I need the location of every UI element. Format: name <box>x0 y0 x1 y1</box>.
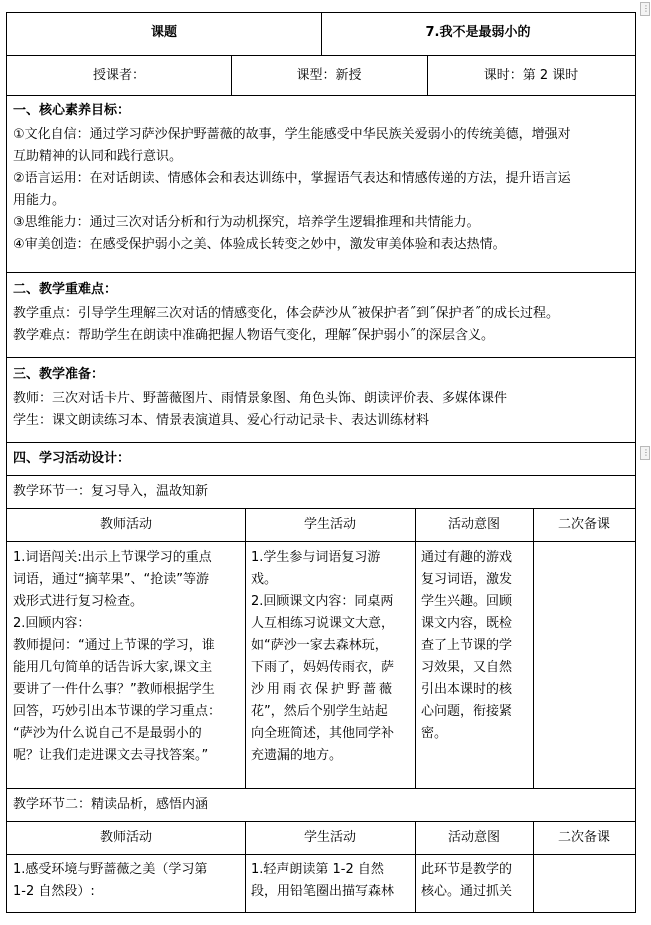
s1-intent-line: 通过有趣的游戏 <box>421 550 513 565</box>
goal-line: ④审美创造：在感受保护弱小之美、体验成长转变之妙中，激发审美体验和表达热情。 <box>13 237 506 252</box>
s1-teacher-line: 词语，通过“摘苹果”、“抢读”等游 <box>13 572 209 587</box>
s1-teacher-line: 教师提问：“通过上节课的学习，谁 <box>13 638 215 653</box>
lesson-type: 课型：新授 <box>296 68 362 83</box>
prep-line: 教师：三次对话卡片、野蔷薇图片、雨情景象图、角色头饰、朗读评价表、多媒体课件 <box>13 391 508 406</box>
col-student-activity: 学生活动 <box>303 517 356 532</box>
col-second-prep: 二次备课 <box>557 830 610 845</box>
goals-section <box>6 95 636 273</box>
goals-body <box>7 124 635 256</box>
s1-intent-line: 课文内容，既检 <box>421 616 513 631</box>
s1-intent-line: 密。 <box>421 726 448 741</box>
col-activity-intent: 活动意图 <box>447 517 500 532</box>
goal-line: 互助精神的认同和践行意识。 <box>13 149 183 164</box>
goal-line: ②语言运用：在对话朗读、情感体会和表达训练中，掌握语气表达和情感传递的方法，提升语言运 <box>13 171 571 186</box>
s1-teacher-line: 要讲了一件什么事？”教师根据学生 <box>13 682 215 697</box>
section2-title: 教学环节二：精读品析，感悟内涵 <box>13 797 209 812</box>
col-activity-intent: 活动意图 <box>447 830 500 845</box>
s1-intent-line: 查了上节课的学 <box>421 638 513 653</box>
s1-teacher-line: 能用几句简单的话告诉大家,课文主 <box>13 660 213 675</box>
s1-student-line: 下雨了，妈妈传雨衣，萨 <box>251 660 395 675</box>
s1-student-line: 沙用雨衣保护野蔷薇 <box>251 682 396 697</box>
s2-intent-line: 此环节是教学的 <box>421 862 513 877</box>
section2-table <box>6 821 636 913</box>
topic-value: 7.我不是最弱小的 <box>425 25 531 40</box>
s1-intent-line: 复习词语，激发 <box>421 572 513 587</box>
activities-heading-row <box>6 442 636 476</box>
prep-line: 学生：课文朗读练习本、情景表演道具、爱心行动记录卡、表达训练材料 <box>13 413 430 428</box>
key-points-body <box>7 303 635 347</box>
teacher-label: 授课者： <box>92 68 145 83</box>
s1-teacher-line: 2.回顾内容： <box>13 616 91 631</box>
activities-heading: 四、学习活动设计： <box>13 451 131 466</box>
s1-student-cell <box>245 547 415 767</box>
s1-teacher-line: 呢？让我们走进课文去寻找答案。” <box>13 748 209 763</box>
s1-student-line: 充遗漏的地方。 <box>251 748 343 763</box>
s2-student-cell <box>245 859 415 903</box>
key-point-line: 教学难点：帮助学生在朗读中准确把握人物语气变化，理解˝保护弱小˝的深层含义。 <box>13 328 495 343</box>
s2-intent-line: 核心。通过抓关 <box>421 884 513 899</box>
s1-intent-line: 引出本课时的核 <box>421 682 513 697</box>
section2-title-row <box>6 788 636 822</box>
s1-student-line: 如“萨沙一家去森林玩， <box>251 638 388 653</box>
goal-line: ①文化自信：通过学习萨沙保护野蔷薇的故事，学生能感受中华民族关爱弱小的传统美德，增强对 <box>13 127 571 142</box>
goal-line: ③思维能力：通过三次对话分析和行为动机探究，培养学生逻辑推理和共情能力。 <box>13 215 480 230</box>
s1-student-line: 向全班简述，其他同学补 <box>251 726 395 741</box>
s2-student-line: 1.轻声朗读第 1-2 自然 <box>251 862 384 877</box>
s1-student-line: 1.学生参与词语复习游 <box>251 550 381 565</box>
s2-intent-cell <box>415 859 533 903</box>
s1-student-line: 花”，然后个别学生站起 <box>251 704 388 719</box>
handle-icon: ⋮ <box>642 448 650 457</box>
section1-title: 教学环节一：复习导入，温故知新 <box>13 484 209 499</box>
prep-heading: 三、教学准备： <box>13 367 105 382</box>
s1-intent-line: 习效果，又自然 <box>421 660 513 675</box>
s2-teacher-cell <box>7 859 245 903</box>
col-teacher-activity: 教师活动 <box>99 517 152 532</box>
col-teacher-activity: 教师活动 <box>99 830 152 845</box>
s1-intent-line: 学生兴趣。回顾 <box>421 594 513 609</box>
lesson-period: 课时：第 2 课时 <box>483 68 579 83</box>
key-point-line: 教学重点：引导学生理解三次对话的情感变化，体会萨沙从˝被保护者˝到˝保护者˝的成长过程。 <box>13 306 560 321</box>
col-student-activity: 学生活动 <box>303 830 356 845</box>
goal-line: 用能力。 <box>13 193 66 208</box>
s1-teacher-cell <box>7 547 245 767</box>
prep-body <box>7 388 635 432</box>
table-move-handle[interactable] <box>640 446 650 460</box>
key-points-heading: 二、教学重难点： <box>13 282 118 297</box>
header-table <box>6 12 636 96</box>
col-second-prep: 二次备课 <box>557 517 610 532</box>
s1-teacher-line: 1.词语闯关:出示上节课学习的重点 <box>13 550 212 565</box>
preparation-section <box>6 357 636 443</box>
s1-teacher-line: 戏形式进行复习检查。 <box>13 594 144 609</box>
s1-student-line: 人互相练习说课文大意， <box>251 616 395 631</box>
topic-label: 课题 <box>150 25 177 40</box>
key-points-section <box>6 272 636 358</box>
s1-teacher-line: “萨沙为什么说自己不是最弱小的 <box>13 726 202 741</box>
table-move-handle[interactable] <box>640 2 650 16</box>
s1-student-line: 戏。 <box>251 572 278 587</box>
s1-student-line: 2.回顾课文内容：同桌两 <box>251 594 394 609</box>
s2-teacher-line: 1.感受环境与野蔷薇之美（学习第 <box>13 862 208 877</box>
s2-teacher-line: 1-2 自然段）: <box>13 884 95 899</box>
s1-intent-line: 心问题，衔接紧 <box>421 704 513 719</box>
s2-student-line: 段，用铅笔圈出描写森林 <box>251 884 395 899</box>
s1-intent-cell <box>415 547 533 745</box>
section1-title-row <box>6 475 636 509</box>
goals-heading: 一、核心素养目标： <box>13 103 131 118</box>
handle-icon: ⋮ <box>642 4 650 13</box>
section1-table <box>6 508 636 789</box>
s1-teacher-line: 回答，巧妙引出本节课的学习重点： <box>13 704 222 719</box>
